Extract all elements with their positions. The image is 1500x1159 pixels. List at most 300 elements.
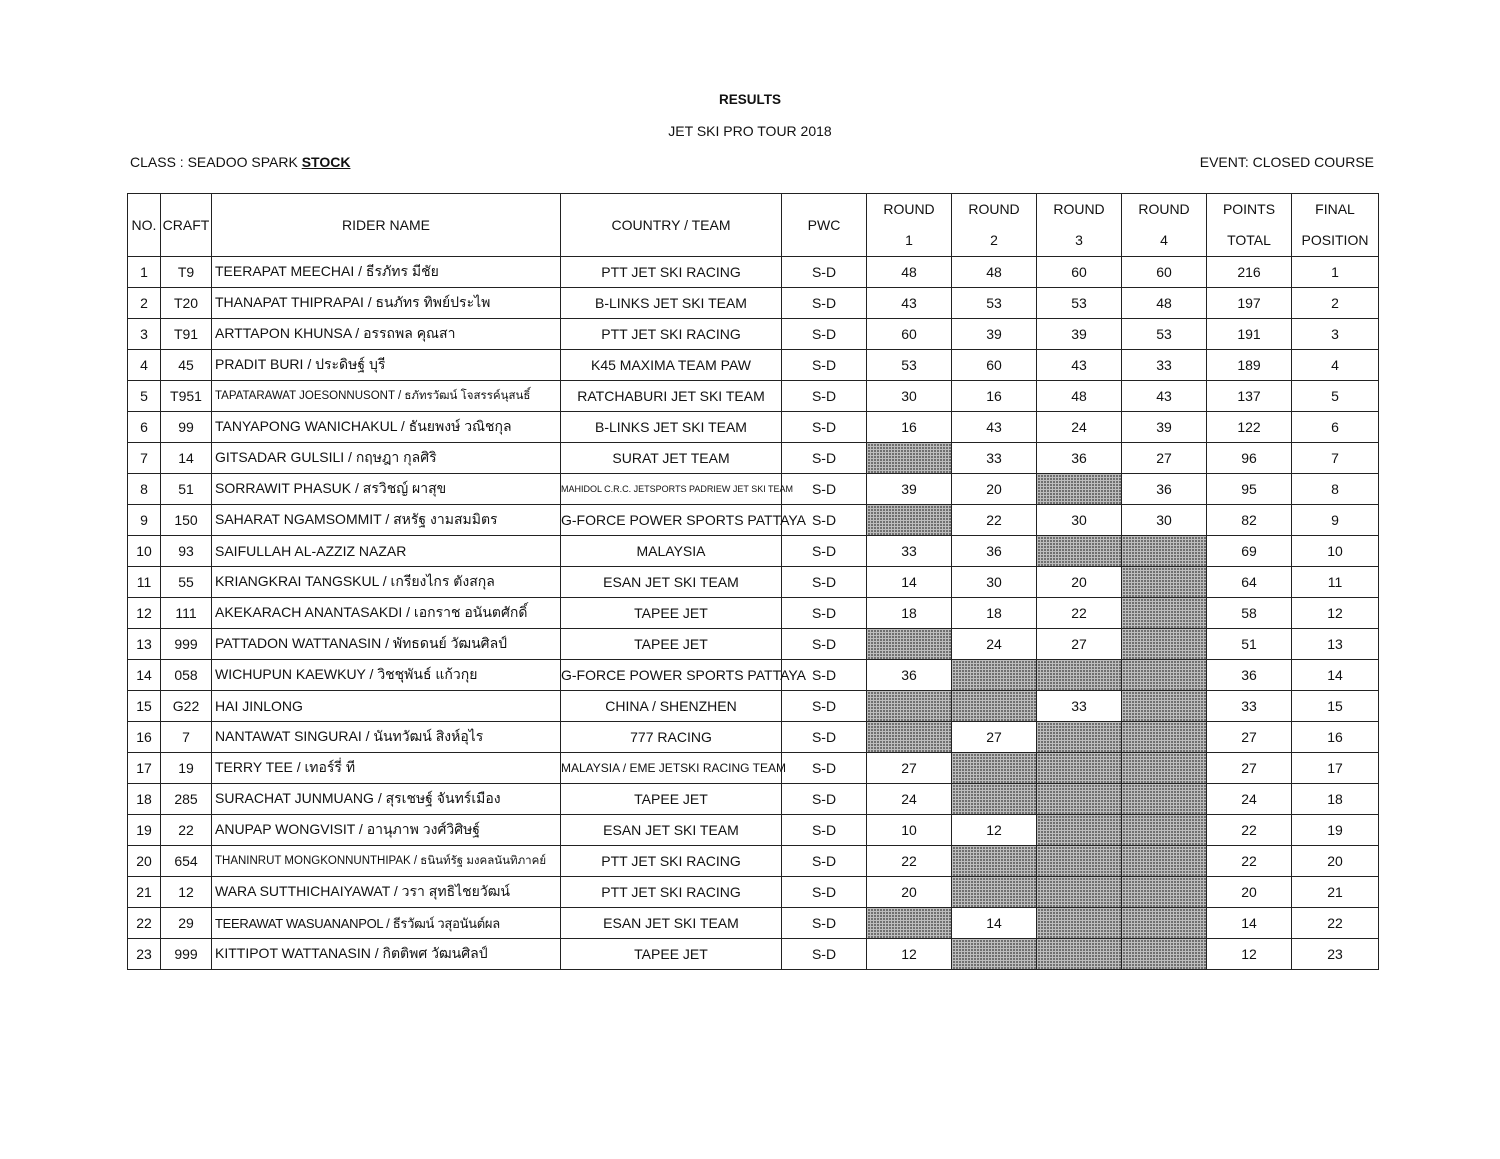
- col-header-round-1: [867, 194, 952, 257]
- cell-round-4-blank: [1122, 908, 1207, 939]
- cell-craft: 93: [161, 536, 212, 567]
- cell-points-total: 27: [1207, 722, 1292, 753]
- cell-points-total: 24: [1207, 784, 1292, 815]
- cell-final-position: 12: [1292, 598, 1379, 629]
- cell-points-total: 95: [1207, 474, 1292, 505]
- col-header-round-4: [1122, 194, 1207, 257]
- cell-rider: ARTTAPON KHUNSA / อรรถพล คุณสา: [212, 319, 561, 350]
- cell-round-1-blank: [867, 908, 952, 939]
- cell-rider: PATTADON WATTANASIN / พัทธดนย์ วัฒนศิลป์: [212, 629, 561, 660]
- cell-craft: 150: [161, 505, 212, 536]
- cell-round-3: 53: [1037, 288, 1122, 319]
- cell-no: 2: [128, 288, 161, 319]
- cell-points-total: 33: [1207, 691, 1292, 722]
- cell-round-1: 10: [867, 815, 952, 846]
- cell-round-1: 12: [867, 939, 952, 970]
- cell-rider: ANUPAP WONGVISIT / อานุภาพ วงศ์วิศิษฐ์: [212, 815, 561, 846]
- cell-no: 10: [128, 536, 161, 567]
- cell-final-position: 23: [1292, 939, 1379, 970]
- cell-craft: 99: [161, 412, 212, 443]
- cell-points-total: 122: [1207, 412, 1292, 443]
- cell-round-4: 53: [1122, 319, 1207, 350]
- results-table: [127, 193, 1379, 970]
- class-label: [130, 154, 350, 170]
- cell-round-1: 22: [867, 846, 952, 877]
- results-body: [128, 257, 1379, 970]
- table-row: [128, 722, 1379, 753]
- cell-craft: 999: [161, 939, 212, 970]
- cell-round-4-blank: [1122, 753, 1207, 784]
- cell-round-2-blank: [952, 691, 1037, 722]
- cell-points-total: 51: [1207, 629, 1292, 660]
- cell-round-4: 30: [1122, 505, 1207, 536]
- cell-final-position: 1: [1292, 257, 1379, 288]
- cell-final-position: 4: [1292, 350, 1379, 381]
- cell-pwc: S-D: [782, 505, 867, 536]
- cell-rider: NANTAWAT SINGURAI / นันทวัฒน์ สิงห์อุไร: [212, 722, 561, 753]
- cell-round-3: 60: [1037, 257, 1122, 288]
- cell-final-position: 6: [1292, 412, 1379, 443]
- cell-team: G-FORCE POWER SPORTS PATTAYA: [561, 505, 782, 536]
- table-row: [128, 846, 1379, 877]
- cell-craft: 285: [161, 784, 212, 815]
- cell-round-2: 33: [952, 443, 1037, 474]
- cell-team: K45 MAXIMA TEAM PAW: [561, 350, 782, 381]
- cell-rider: SAIFULLAH AL-AZZIZ NAZAR: [212, 536, 561, 567]
- cell-final-position: 5: [1292, 381, 1379, 412]
- cell-round-3-blank: [1037, 815, 1122, 846]
- cell-round-1: 33: [867, 536, 952, 567]
- cell-rider: WICHUPUN KAEWKUY / วิชชุพันธ์ แก้วกุย: [212, 660, 561, 691]
- cell-pwc: S-D: [782, 536, 867, 567]
- col-header-craft: CRAFT: [161, 194, 212, 257]
- cell-pwc: S-D: [782, 846, 867, 877]
- cell-round-1: 30: [867, 381, 952, 412]
- cell-final-position: 16: [1292, 722, 1379, 753]
- cell-rider: SAHARAT NGAMSOMMIT / สหรัฐ งามสมมิตร: [212, 505, 561, 536]
- cell-points-total: 14: [1207, 908, 1292, 939]
- cell-craft: 19: [161, 753, 212, 784]
- table-row: [128, 567, 1379, 598]
- cell-round-2: 30: [952, 567, 1037, 598]
- cell-round-3-blank: [1037, 877, 1122, 908]
- round-1-label: ROUND: [883, 201, 935, 217]
- table-header-row: [128, 194, 1379, 257]
- cell-no: 15: [128, 691, 161, 722]
- cell-no: 5: [128, 381, 161, 412]
- cell-rider: WARA SUTTHICHAIYAWAT / วรา สุทธิไชยวัฒน์: [212, 877, 561, 908]
- cell-craft: 45: [161, 350, 212, 381]
- col-header-final-position: [1292, 194, 1379, 257]
- cell-team: G-FORCE POWER SPORTS PATTAYA: [561, 660, 782, 691]
- cell-craft: 7: [161, 722, 212, 753]
- cell-pwc: S-D: [782, 939, 867, 970]
- cell-team: PTT JET SKI RACING: [561, 257, 782, 288]
- cell-pwc: S-D: [782, 412, 867, 443]
- cell-round-1-blank: [867, 691, 952, 722]
- cell-round-4-blank: [1122, 846, 1207, 877]
- final-label: FINAL: [1315, 201, 1355, 217]
- cell-round-3: 33: [1037, 691, 1122, 722]
- round-2-number: 2: [990, 232, 998, 248]
- class-prefix: CLASS : SEADOO SPARK: [130, 154, 302, 170]
- cell-final-position: 8: [1292, 474, 1379, 505]
- cell-round-1: 20: [867, 877, 952, 908]
- cell-team: PTT JET SKI RACING: [561, 846, 782, 877]
- cell-craft: 999: [161, 629, 212, 660]
- cell-final-position: 11: [1292, 567, 1379, 598]
- cell-round-2: 53: [952, 288, 1037, 319]
- cell-final-position: 3: [1292, 319, 1379, 350]
- cell-final-position: 7: [1292, 443, 1379, 474]
- cell-round-4: 39: [1122, 412, 1207, 443]
- cell-pwc: S-D: [782, 474, 867, 505]
- cell-round-3: 22: [1037, 598, 1122, 629]
- table-row: [128, 784, 1379, 815]
- cell-round-1: 16: [867, 412, 952, 443]
- cell-round-2: 48: [952, 257, 1037, 288]
- col-header-rider: RIDER NAME: [212, 194, 561, 257]
- cell-round-1: 18: [867, 598, 952, 629]
- cell-round-3: 30: [1037, 505, 1122, 536]
- cell-round-2: 22: [952, 505, 1037, 536]
- cell-round-4-blank: [1122, 567, 1207, 598]
- cell-pwc: S-D: [782, 815, 867, 846]
- cell-team: ESAN JET SKI TEAM: [561, 567, 782, 598]
- cell-no: 1: [128, 257, 161, 288]
- cell-round-2-blank: [952, 846, 1037, 877]
- cell-pwc: S-D: [782, 598, 867, 629]
- cell-round-4: 60: [1122, 257, 1207, 288]
- cell-round-3: 43: [1037, 350, 1122, 381]
- table-row: [128, 629, 1379, 660]
- page-title: RESULTS: [718, 92, 781, 107]
- cell-round-1: 39: [867, 474, 952, 505]
- cell-round-2: 39: [952, 319, 1037, 350]
- cell-no: 20: [128, 846, 161, 877]
- cell-round-3-blank: [1037, 660, 1122, 691]
- cell-round-3-blank: [1037, 939, 1122, 970]
- cell-pwc: S-D: [782, 908, 867, 939]
- cell-no: 7: [128, 443, 161, 474]
- cell-points-total: 64: [1207, 567, 1292, 598]
- cell-no: 22: [128, 908, 161, 939]
- cell-final-position: 20: [1292, 846, 1379, 877]
- cell-round-2: 24: [952, 629, 1037, 660]
- cell-craft: 14: [161, 443, 212, 474]
- cell-team: SURAT JET TEAM: [561, 443, 782, 474]
- cell-rider: SORRAWIT PHASUK / สรวิชญ์ ผาสุข: [212, 474, 561, 505]
- cell-no: 17: [128, 753, 161, 784]
- cell-rider: THANAPAT THIPRAPAI / ธนภัทร ทิพย์ประไพ: [212, 288, 561, 319]
- round-1-number: 1: [905, 232, 913, 248]
- cell-round-1: 36: [867, 660, 952, 691]
- cell-craft: 55: [161, 567, 212, 598]
- cell-round-4-blank: [1122, 815, 1207, 846]
- table-row: [128, 815, 1379, 846]
- cell-points-total: 82: [1207, 505, 1292, 536]
- cell-points-total: 58: [1207, 598, 1292, 629]
- cell-no: 11: [128, 567, 161, 598]
- cell-round-1: 43: [867, 288, 952, 319]
- cell-round-3-blank: [1037, 753, 1122, 784]
- col-header-points-total: [1207, 194, 1292, 257]
- cell-rider: KRIANGKRAI TANGSKUL / เกรียงไกร ตังสกุล: [212, 567, 561, 598]
- cell-final-position: 14: [1292, 660, 1379, 691]
- cell-round-2-blank: [952, 784, 1037, 815]
- cell-team: RATCHABURI JET SKI TEAM: [561, 381, 782, 412]
- cell-pwc: S-D: [782, 660, 867, 691]
- cell-round-2: 20: [952, 474, 1037, 505]
- cell-points-total: 20: [1207, 877, 1292, 908]
- cell-round-4-blank: [1122, 660, 1207, 691]
- cell-round-2: 43: [952, 412, 1037, 443]
- cell-no: 16: [128, 722, 161, 753]
- cell-points-total: 22: [1207, 846, 1292, 877]
- cell-round-2: 60: [952, 350, 1037, 381]
- cell-round-4-blank: [1122, 691, 1207, 722]
- cell-round-3-blank: [1037, 474, 1122, 505]
- cell-points-total: 22: [1207, 815, 1292, 846]
- round-3-number: 3: [1075, 232, 1083, 248]
- cell-round-1: 53: [867, 350, 952, 381]
- cell-points-total: 27: [1207, 753, 1292, 784]
- cell-round-4-blank: [1122, 629, 1207, 660]
- cell-final-position: 21: [1292, 877, 1379, 908]
- cell-round-2: 16: [952, 381, 1037, 412]
- table-row: [128, 660, 1379, 691]
- table-row: [128, 536, 1379, 567]
- cell-craft: 12: [161, 877, 212, 908]
- cell-no: 18: [128, 784, 161, 815]
- cell-no: 3: [128, 319, 161, 350]
- table-row: [128, 505, 1379, 536]
- round-2-label: ROUND: [968, 201, 1020, 217]
- class-emphasis: STOCK: [301, 154, 351, 170]
- cell-no: 6: [128, 412, 161, 443]
- cell-pwc: S-D: [782, 288, 867, 319]
- table-row: [128, 691, 1379, 722]
- cell-final-position: 17: [1292, 753, 1379, 784]
- cell-team: MALAYSIA: [561, 536, 782, 567]
- cell-final-position: 18: [1292, 784, 1379, 815]
- cell-round-4-blank: [1122, 598, 1207, 629]
- cell-no: 19: [128, 815, 161, 846]
- cell-team: B-LINKS JET SKI TEAM: [561, 288, 782, 319]
- cell-craft: T951: [161, 381, 212, 412]
- cell-round-3-blank: [1037, 784, 1122, 815]
- table-row: [128, 877, 1379, 908]
- cell-final-position: 2: [1292, 288, 1379, 319]
- cell-points-total: 137: [1207, 381, 1292, 412]
- table-row: [128, 939, 1379, 970]
- page-subtitle: JET SKI PRO TOUR 2018: [668, 123, 832, 139]
- cell-round-1-blank: [867, 443, 952, 474]
- cell-round-1: 48: [867, 257, 952, 288]
- cell-round-2: 18: [952, 598, 1037, 629]
- cell-pwc: S-D: [782, 443, 867, 474]
- cell-pwc: S-D: [782, 691, 867, 722]
- cell-team: PTT JET SKI RACING: [561, 319, 782, 350]
- cell-team: B-LINKS JET SKI TEAM: [561, 412, 782, 443]
- cell-final-position: 15: [1292, 691, 1379, 722]
- cell-final-position: 13: [1292, 629, 1379, 660]
- cell-craft: 654: [161, 846, 212, 877]
- table-row: [128, 753, 1379, 784]
- cell-pwc: S-D: [782, 567, 867, 598]
- table-row: [128, 288, 1379, 319]
- total-label: TOTAL: [1227, 232, 1271, 248]
- cell-round-3: 27: [1037, 629, 1122, 660]
- cell-points-total: 189: [1207, 350, 1292, 381]
- cell-round-4-blank: [1122, 536, 1207, 567]
- cell-round-3: 20: [1037, 567, 1122, 598]
- cell-no: 9: [128, 505, 161, 536]
- cell-points-total: 96: [1207, 443, 1292, 474]
- cell-no: 14: [128, 660, 161, 691]
- cell-pwc: S-D: [782, 629, 867, 660]
- cell-round-4-blank: [1122, 784, 1207, 815]
- cell-round-1: 14: [867, 567, 952, 598]
- cell-rider: TERRY TEE / เทอร์รี่ ที: [212, 753, 561, 784]
- col-header-round-2: [952, 194, 1037, 257]
- cell-round-3-blank: [1037, 846, 1122, 877]
- cell-no: 4: [128, 350, 161, 381]
- table-row: [128, 381, 1379, 412]
- cell-rider: AKEKARACH ANANTASAKDI / เอกราช อนันตศักดิ์: [212, 598, 561, 629]
- cell-rider: TANYAPONG WANICHAKUL / ธันยพงษ์ วณิชกุล: [212, 412, 561, 443]
- cell-team: PTT JET SKI RACING: [561, 877, 782, 908]
- table-row: [128, 908, 1379, 939]
- cell-craft: 29: [161, 908, 212, 939]
- table-row: [128, 443, 1379, 474]
- cell-team: TAPEE JET: [561, 598, 782, 629]
- cell-no: 13: [128, 629, 161, 660]
- cell-pwc: S-D: [782, 722, 867, 753]
- cell-team: TAPEE JET: [561, 939, 782, 970]
- cell-points-total: 12: [1207, 939, 1292, 970]
- round-3-label: ROUND: [1053, 201, 1105, 217]
- cell-team: ESAN JET SKI TEAM: [561, 908, 782, 939]
- cell-round-1: 60: [867, 319, 952, 350]
- cell-rider: TAPATARAWAT JOESONNUSONT / ธภัทรวัฒน์ โจสรรค์นุสนธิ์: [212, 381, 561, 412]
- cell-rider: PRADIT BURI / ประดิษฐ์ บุรี: [212, 350, 561, 381]
- cell-pwc: S-D: [782, 784, 867, 815]
- cell-rider: HAI JINLONG: [212, 691, 561, 722]
- cell-craft: T9: [161, 257, 212, 288]
- cell-pwc: S-D: [782, 319, 867, 350]
- cell-craft: T91: [161, 319, 212, 350]
- cell-team: MALAYSIA / EME JETSKI RACING TEAM: [561, 753, 782, 784]
- cell-round-2: 27: [952, 722, 1037, 753]
- cell-rider: THANINRUT MONGKONNUNTHIPAK / ธนินท์รัฐ มงคลนันทิภาคย์: [212, 846, 561, 877]
- cell-round-1-blank: [867, 629, 952, 660]
- cell-rider: SURACHAT JUNMUANG / สุรเชษฐ์ จันทร์เมือง: [212, 784, 561, 815]
- cell-team: TAPEE JET: [561, 784, 782, 815]
- col-header-no: NO.: [128, 194, 161, 257]
- cell-team: MAHIDOL C.R.C. JETSPORTS PADRIEW JET SKI TEAM: [561, 474, 782, 505]
- cell-no: 21: [128, 877, 161, 908]
- cell-pwc: S-D: [782, 877, 867, 908]
- round-4-label: ROUND: [1138, 201, 1190, 217]
- cell-round-2-blank: [952, 877, 1037, 908]
- cell-no: 8: [128, 474, 161, 505]
- cell-no: 23: [128, 939, 161, 970]
- cell-team: CHINA / SHENZHEN: [561, 691, 782, 722]
- cell-team: ESAN JET SKI TEAM: [561, 815, 782, 846]
- cell-round-4-blank: [1122, 722, 1207, 753]
- cell-round-1: 27: [867, 753, 952, 784]
- cell-team: TAPEE JET: [561, 629, 782, 660]
- cell-pwc: S-D: [782, 753, 867, 784]
- cell-round-2: 36: [952, 536, 1037, 567]
- cell-round-3: 39: [1037, 319, 1122, 350]
- cell-rider: TEERAWAT WASUANANPOL / ธีรวัฒน์ วสุอนันต์ผล: [212, 908, 561, 939]
- cell-round-4: 27: [1122, 443, 1207, 474]
- cell-rider: GITSADAR GULSILI / กฤษฎา กุลศิริ: [212, 443, 561, 474]
- col-header-pwc: PWC: [782, 194, 867, 257]
- event-label: EVENT: CLOSED COURSE: [1199, 154, 1374, 170]
- cell-round-2-blank: [952, 939, 1037, 970]
- cell-round-1-blank: [867, 505, 952, 536]
- cell-no: 12: [128, 598, 161, 629]
- cell-round-4: 43: [1122, 381, 1207, 412]
- cell-round-3: 48: [1037, 381, 1122, 412]
- cell-points-total: 191: [1207, 319, 1292, 350]
- round-4-number: 4: [1160, 232, 1168, 248]
- cell-points-total: 216: [1207, 257, 1292, 288]
- cell-pwc: S-D: [782, 350, 867, 381]
- cell-craft: 22: [161, 815, 212, 846]
- cell-final-position: 10: [1292, 536, 1379, 567]
- cell-points-total: 36: [1207, 660, 1292, 691]
- cell-craft: G22: [161, 691, 212, 722]
- cell-craft: 111: [161, 598, 212, 629]
- cell-pwc: S-D: [782, 381, 867, 412]
- col-header-team: COUNTRY / TEAM: [561, 194, 782, 257]
- cell-points-total: 197: [1207, 288, 1292, 319]
- cell-round-2: 12: [952, 815, 1037, 846]
- cell-rider: KITTIPOT WATTANASIN / กิตติพศ วัฒนศิลป์: [212, 939, 561, 970]
- cell-round-4-blank: [1122, 939, 1207, 970]
- cell-round-3-blank: [1037, 722, 1122, 753]
- cell-round-1: 24: [867, 784, 952, 815]
- table-row: [128, 350, 1379, 381]
- cell-round-2: 14: [952, 908, 1037, 939]
- cell-pwc: S-D: [782, 257, 867, 288]
- cell-round-3: 24: [1037, 412, 1122, 443]
- cell-rider: TEERAPAT MEECHAI / ธีรภัทร มีชัย: [212, 257, 561, 288]
- cell-round-3-blank: [1037, 908, 1122, 939]
- cell-round-2-blank: [952, 660, 1037, 691]
- col-header-round-3: [1037, 194, 1122, 257]
- table-row: [128, 598, 1379, 629]
- cell-points-total: 69: [1207, 536, 1292, 567]
- cell-craft: 058: [161, 660, 212, 691]
- cell-team: 777 RACING: [561, 722, 782, 753]
- position-label: POSITION: [1301, 232, 1369, 248]
- cell-round-3: 36: [1037, 443, 1122, 474]
- cell-craft: 51: [161, 474, 212, 505]
- cell-final-position: 22: [1292, 908, 1379, 939]
- cell-round-2-blank: [952, 753, 1037, 784]
- cell-final-position: 9: [1292, 505, 1379, 536]
- cell-final-position: 19: [1292, 815, 1379, 846]
- cell-round-4: 33: [1122, 350, 1207, 381]
- cell-round-4: 48: [1122, 288, 1207, 319]
- points-label: POINTS: [1222, 201, 1276, 217]
- table-row: [128, 412, 1379, 443]
